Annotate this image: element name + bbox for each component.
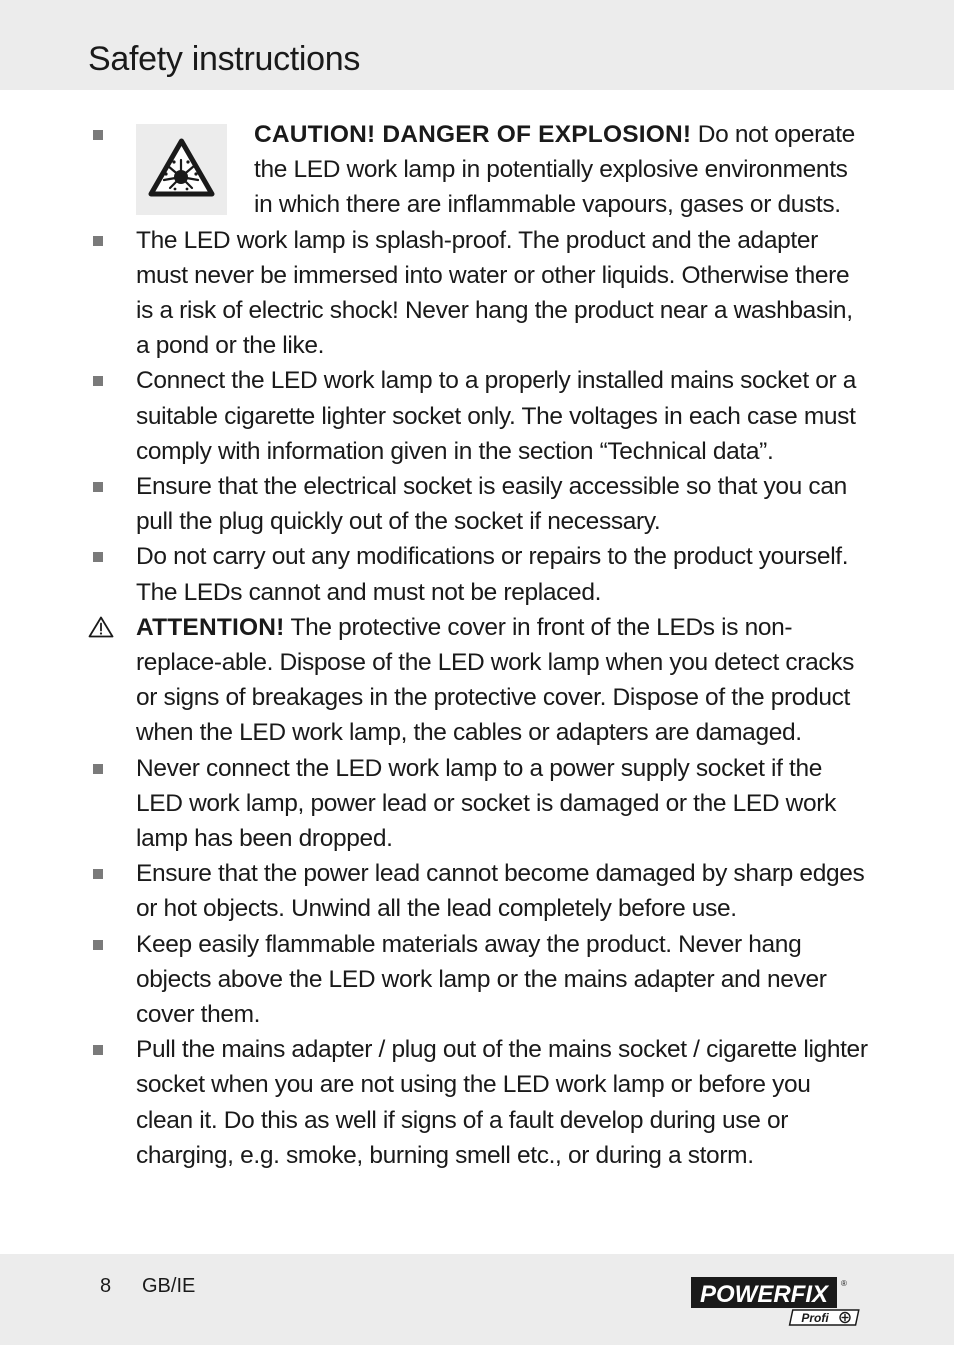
- powerfix-logo: [690, 1276, 862, 1326]
- explosion-hazard-icon: [136, 124, 227, 215]
- item-text: Do not carry out any modifications or repairs to the product yourself. The LEDs cannot and must not be replaced.: [136, 543, 849, 606]
- language-code: GB/IE: [142, 1275, 196, 1297]
- list-item: [0, 223, 954, 364]
- square-bullet-icon: [93, 764, 103, 774]
- list-item-attention: [0, 610, 954, 751]
- item-text: The protective cover in front of the LEDs is non-replace-able. Dispose of the LED work lamp when you detect cracks or signs of breakages in the protective cover. Dispose of the product when the LED work lamp, the cables or adapters are damaged.: [136, 613, 855, 747]
- list-item-explosion-warning: [0, 117, 954, 223]
- square-bullet-icon: [93, 940, 103, 950]
- square-bullet-icon: [93, 1045, 103, 1055]
- page-footer: [0, 1254, 954, 1345]
- item-text: Ensure that the power lead cannot become damaged by sharp edges or hot objects. Unwind all the lead completely before use.: [136, 860, 865, 923]
- logo-text: POWERFIX: [699, 1281, 829, 1308]
- list-item: [0, 363, 954, 469]
- item-text: Keep easily flammable materials away the product. Never hang objects above the LED work lamp or the mains adapter and never cover them.: [136, 930, 827, 1029]
- item-text: Ensure that the electrical socket is easily accessible so that you can pull the plug quickly out of the socket if necessary.: [136, 473, 847, 536]
- square-bullet-icon: [93, 376, 103, 386]
- list-item: [0, 751, 954, 857]
- caution-heading: CAUTION! DANGER OF EXPLOSION!: [254, 121, 692, 148]
- item-text: Pull the mains adapter / plug out of the mains socket / cigarette lighter socket when you are not using the LED work lamp or before you clean it. Do this as well if signs of a fault develop during use or charging, e.g. smoke, burning smell etc., or during a storm.: [136, 1036, 868, 1169]
- list-item: [0, 539, 954, 609]
- item-text: Connect the LED work lamp to a properly installed mains socket or a suitable cigarette lighter socket only. The voltages in each case must comply with information given in the section “Technical data”.: [136, 367, 857, 465]
- square-bullet-icon: [93, 482, 103, 492]
- item-text: The LED work lamp is splash-proof. The product and the adapter must never be immersed into water or other liquids. Otherwise there is a risk of electric shock! Never hang the product near a washbasin, a pond or the like.: [136, 226, 853, 360]
- square-bullet-icon: [93, 552, 103, 562]
- page-number: 8: [100, 1275, 112, 1297]
- list-item: [0, 469, 954, 539]
- item-text: Do not operate the LED work lamp in potentially explosive environments in which there are inflammable vapours, gases or dusts.: [254, 121, 855, 219]
- list-item: [0, 927, 954, 1033]
- svg-text:®: ®: [841, 1279, 847, 1288]
- page-title: Safety instructions: [88, 40, 361, 78]
- page-header: [0, 0, 954, 90]
- list-item: [0, 1032, 954, 1173]
- safety-instructions-list: [0, 117, 954, 1173]
- attention-heading: ATTENTION!: [136, 613, 285, 641]
- square-bullet-icon: [93, 869, 103, 879]
- warning-triangle-icon: [88, 616, 114, 638]
- square-bullet-icon: [93, 236, 103, 246]
- item-text: Never connect the LED work lamp to a power supply socket if the LED work lamp, power lead or socket is damaged or the LED work lamp has been dropped.: [136, 754, 837, 853]
- square-bullet-icon: [93, 130, 103, 140]
- logo-subtext: Profi: [801, 1311, 829, 1325]
- list-item: [0, 856, 954, 926]
